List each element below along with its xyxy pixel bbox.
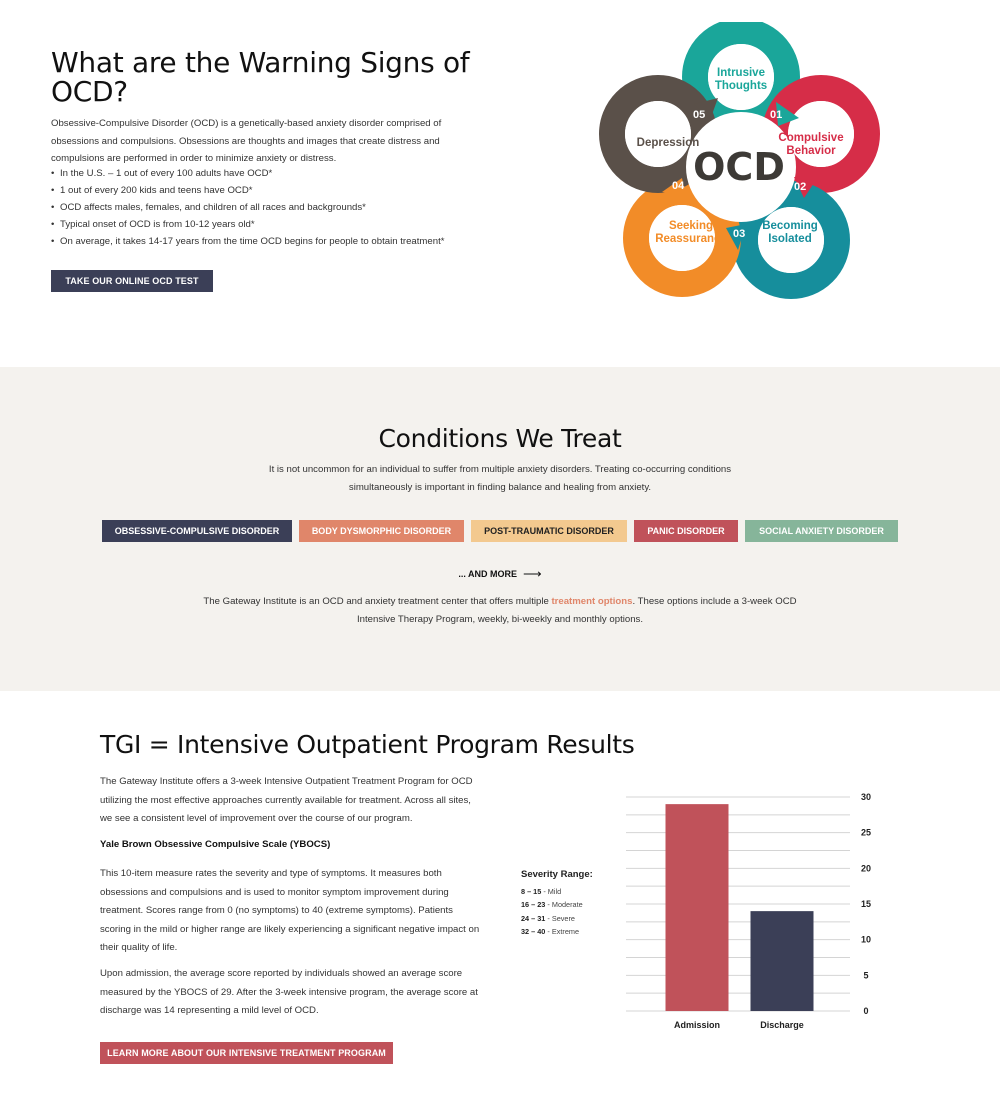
cycle-label-04b: Reassurance — [655, 233, 727, 245]
y-tick-label: 15 — [860, 899, 872, 909]
severity-label: Extreme — [551, 926, 580, 936]
ybocs-title: Yale Brown Obsessive Compulsive Scale (YBOCS) — [100, 839, 331, 850]
conditions-subtitle: It is not uncommon for an individual to suffer from multiple anxiety disorders. Treating co-occurring conditions simultaneously is important in finding balance and healing from anxiety. — [268, 464, 732, 493]
cycle-label-04a: Seeking — [668, 220, 714, 232]
treatment-options-link[interactable]: treatment options — [551, 596, 633, 607]
cycle-num-01: 01 — [770, 109, 783, 121]
list-item: • 1 out of every 200 kids and teens have OCD* — [51, 182, 471, 199]
tag-social-anxiety[interactable]: SOCIAL ANXIETY DISORDER — [745, 520, 898, 542]
tag-panic[interactable]: PANIC DISORDER — [634, 520, 738, 542]
y-tick-label: 5 — [863, 970, 869, 981]
severity-row: 8 – 15 - Mild — [521, 887, 562, 896]
list-item: • Typical onset of OCD is from 10-12 years old* — [51, 216, 471, 233]
y-tick-label: 20 — [860, 863, 872, 874]
and-more-link[interactable] — [0, 566, 1000, 582]
severity-title: Severity Range: — [521, 869, 593, 880]
ybocs-bar-chart — [620, 788, 890, 1038]
warning-signs-intro: Obsessive-Compulsive Disorder (OCD) is a genetically-based anxiety disorder comprised of obsessions and compulsions. Obsessions are thoughts and images that create distress and compulsions are performed in order to minimize anxiety or distress. — [51, 118, 442, 164]
conditions-title: Conditions We Treat — [378, 424, 622, 453]
tag-post-traumatic[interactable]: POST-TRAUMATIC DISORDER — [471, 520, 627, 542]
cycle-label-02b: Behavior — [786, 145, 836, 157]
y-tick-label: 25 — [860, 827, 872, 838]
tag-body-dysmorphic[interactable]: BODY DYSMORPHIC DISORDER — [299, 520, 464, 542]
desc-after: . These options include a 3-week OCD Intensive Therapy Program, weekly, bi-weekly and monthly options. — [357, 596, 797, 625]
severity-row: 24 – 31 - Severe — [521, 913, 575, 923]
y-tick-label: 30 — [860, 792, 872, 802]
cycle-num-02: 02 — [794, 181, 807, 193]
severity-label: Mild — [547, 887, 562, 896]
cycle-label-01a: Intrusive — [717, 67, 765, 79]
results-title: TGI = Intensive Outpatient Program Results — [100, 730, 635, 759]
severity-label: Severe — [551, 913, 575, 923]
severity-row: 32 – 40 - Extreme — [521, 926, 580, 936]
list-item: • In the U.S. – 1 out of every 100 adults have OCD* — [51, 165, 471, 182]
severity-range-value: 16 – 23 — [521, 900, 546, 910]
tag-ocd[interactable]: OBSESSIVE-COMPULSIVE DISORDER — [102, 520, 292, 542]
x-tick-label: Discharge — [760, 1020, 804, 1030]
results-section — [0, 691, 1000, 1119]
results-paragraph-3: Upon admission, the average score reported by individuals showed an average score measured by the YBOCS of 29. After the 3-week intensive program, the average score at discharge was 14 representing a mild level of OCD. — [100, 968, 478, 1016]
ocd-cycle-diagram — [596, 22, 886, 302]
list-item: • OCD affects males, females, and children of all races and backgrounds* — [51, 199, 471, 216]
y-tick-label: 0 — [863, 1006, 869, 1016]
cycle-label-03a: Becoming — [762, 220, 818, 232]
conditions-description — [200, 593, 800, 629]
intensive-program-button[interactable]: LEARN MORE ABOUT OUR INTENSIVE TREATMENT PROGRAM — [100, 1042, 393, 1064]
x-tick-label: Admission — [673, 1020, 721, 1030]
severity-range-value: 32 – 40 — [521, 926, 546, 936]
results-paragraph-1: The Gateway Institute offers a 3-week Intensive Outpatient Treatment Program for OCD utilizing the most effective approaches currently available for treatment. Across all sites, we see a consistent level of improvement over the course of our program. — [100, 776, 473, 824]
y-tick-label: 10 — [860, 934, 872, 945]
desc-before: The Gateway Institute is an OCD and anxiety treatment center that offers multiple — [203, 596, 552, 607]
ocd-test-button[interactable]: TAKE OUR ONLINE OCD TEST — [51, 270, 213, 292]
bar-discharge — [751, 911, 814, 1011]
cycle-label-05: Depression — [636, 137, 700, 149]
cycle-label-02a: Compulsive — [778, 132, 844, 144]
list-item: • On average, it takes 14-17 years from the time OCD begins for people to obtain treatment* — [51, 233, 471, 250]
conditions-tags — [102, 520, 898, 542]
cycle-label-01b: Thoughts — [714, 80, 768, 92]
arrow-right-icon: ⟶ — [523, 566, 542, 581]
severity-range-value: 24 – 31 — [521, 913, 546, 923]
severity-row: 16 – 23 - Moderate — [521, 900, 583, 910]
severity-range-value: 8 – 15 — [521, 887, 542, 896]
cycle-num-04: 04 — [672, 180, 685, 192]
warning-signs-list — [51, 165, 471, 250]
bar-admission — [666, 804, 729, 1011]
severity-label: Moderate — [551, 900, 583, 910]
cycle-num-03: 03 — [733, 228, 746, 240]
conditions-section — [0, 367, 1000, 691]
warning-signs-section — [0, 0, 1000, 367]
and-more-label: ... AND MORE — [458, 569, 518, 579]
severity-range — [521, 869, 593, 938]
warning-signs-title: What are the Warning Signs of OCD? — [51, 46, 470, 108]
cycle-label-03b: Isolated — [768, 233, 812, 245]
cycle-num-05: 05 — [693, 109, 706, 121]
cycle-center-label: OCD — [693, 145, 785, 189]
results-paragraph-2: This 10-item measure rates the severity and type of symptoms. It measures both obsessions and compulsions and is used to monitor symptom improvement during treatment. Scores range from 0 (no symptoms) to 40 (extreme symptoms). Patients scoring in the mild or higher range are likely experiencing a significant negative impact on their quality of life. — [100, 868, 480, 953]
